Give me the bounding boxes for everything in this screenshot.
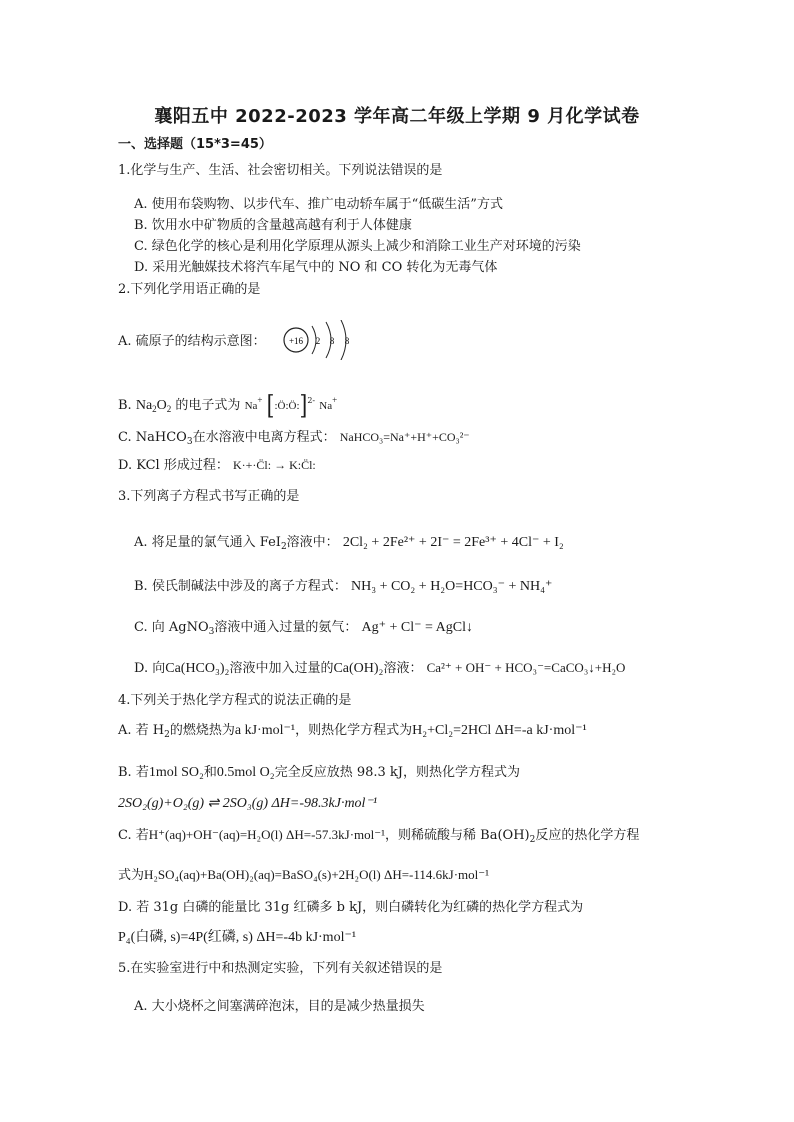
question-4-option-c-line2: 式为H₂SO₄(aq)+Ba(OH)₂(aq)=BaSO₄(s)+2H₂O(l) ΔH=-114.6kJ·mol⁻¹ [118,867,490,883]
question-4-option-a: A. 若 $H_2$的燃烧热为a kJ·mol⁻¹，则热化学方程式为H₂+Cl₂=2HCl ΔH=-a kJ·mol⁻¹ [118,723,587,740]
question-4-option-b-equation: 2SO₂(g)+O₂(g) ⇌ 2SO₃(g) ΔH=-98.3kJ·mol⁻¹ [118,796,378,811]
sulfur-atom-diagram [282,320,362,360]
question-1-option-a: A. 使用布袋购物、以步代车、推广电动轿车属于“低碳生活”方式 [134,197,503,212]
shell-1-count: 2 [315,336,321,346]
question-4-option-d-equation: P₄(白磷, s)=4P(红磷, s) ΔH=-4b kJ·mol⁻¹ [118,930,357,945]
question-1-option-c: C. 绿色化学的核心是利用化学原理从源头上减少和消除工业生产对环境的污染 [134,239,581,254]
question-2-stem: 2.下列化学用语正确的是 [118,282,261,297]
question-4-option-b: B. 若1mol SO₂和0.5mol O₂完全反应放热 98.3 kJ，则热化学方程式为 [118,765,520,780]
question-2-option-a: A. 硫原子的结构示意图： [118,334,266,349]
question-3-option-a: A. 将足量的氯气通入 FeI$_2$溶液中： 2Cl₂ + 2Fe²⁺ + 2I⁻ = 2Fe³⁺ + 4Cl⁻ + I₂ [134,535,564,552]
question-3-stem: 3.下列离子方程式书写正确的是 [118,489,300,504]
question-1-option-b: B. 饮用水中矿物质的含量越高越有利于人体健康 [134,218,412,233]
section-heading: 一、选择题（15*3=45） [118,137,272,152]
ionization-equation: NaHCO₃=Na⁺+H⁺+CO₃²⁻ [339,430,470,444]
question-5-option-a: A. 大小烧杯之间塞满碎泡沫，目的是减少热量损失 [134,999,425,1014]
kcl-formation-equation: K·+·C̈l: → K:C̈l: [232,458,316,472]
page-title: 襄阳五中 2022-2023 学年高二年级上学期 9 月化学试卷 [154,106,640,127]
question-3-option-b: B. 侯氏制碱法中涉及的离子方程式： NH₃ + CO₂ + H₂O=HCO₃⁻ + NH₄⁺ [134,579,553,594]
question-1-option-d: D. 采用光触媒技术将汽车尾气中的 NO 和 CO 转化为无毒气体 [134,260,498,275]
question-4-option-c: C. 若H⁺(aq)+OH⁻(aq)=H₂O(l) ΔH=-57.3kJ·mol⁻¹，则稀硫酸与稀 $Ba(OH)_2$反应的热化学方程 [118,827,640,845]
question-2-option-d: D. KCl 形成过程： K·+·C̈l: → K:C̈l: [118,458,316,473]
question-3-option-c: C. 向 AgNO$_3$溶液中通入过量的氨气： Ag⁺ + Cl⁻ = AgCl↓ [134,620,473,637]
question-3-option-d: D. 向Ca(HCO₃)₂溶液中加入过量的Ca(OH)₂溶液： Ca²⁺ + OH⁻ + HCO₃⁻=CaCO₃↓+H₂O [134,660,626,676]
shell-3-count: 8 [344,336,350,346]
question-4-option-d: D. 若 31g 白磷的能量比 31g 红磷多 b kJ，则白磷转化为红磷的热化学方程式为 [118,900,584,915]
question-2-option-c: C. NaHCO$_3$在水溶液中电离方程式： NaHCO₃=Na⁺+H⁺+CO₃²⁻ [118,430,470,447]
question-1-stem: 1.化学与生产、生活、社会密切相关。下列说法错误的是 [118,163,443,178]
nucleus-charge: +16 [288,336,304,346]
shell-2-count: 8 [329,336,335,346]
question-2-option-b: B. $Na_2O_2$ 的电子式为 Na+ [:Ö:Ö:]$^{2-}$ Na+ [118,389,338,421]
question-4-stem: 4.下列关于热化学方程式的说法正确的是 [118,693,352,708]
question-5-stem: 5.在实验室进行中和热测定实验，下列有关叙述错误的是 [118,961,443,976]
